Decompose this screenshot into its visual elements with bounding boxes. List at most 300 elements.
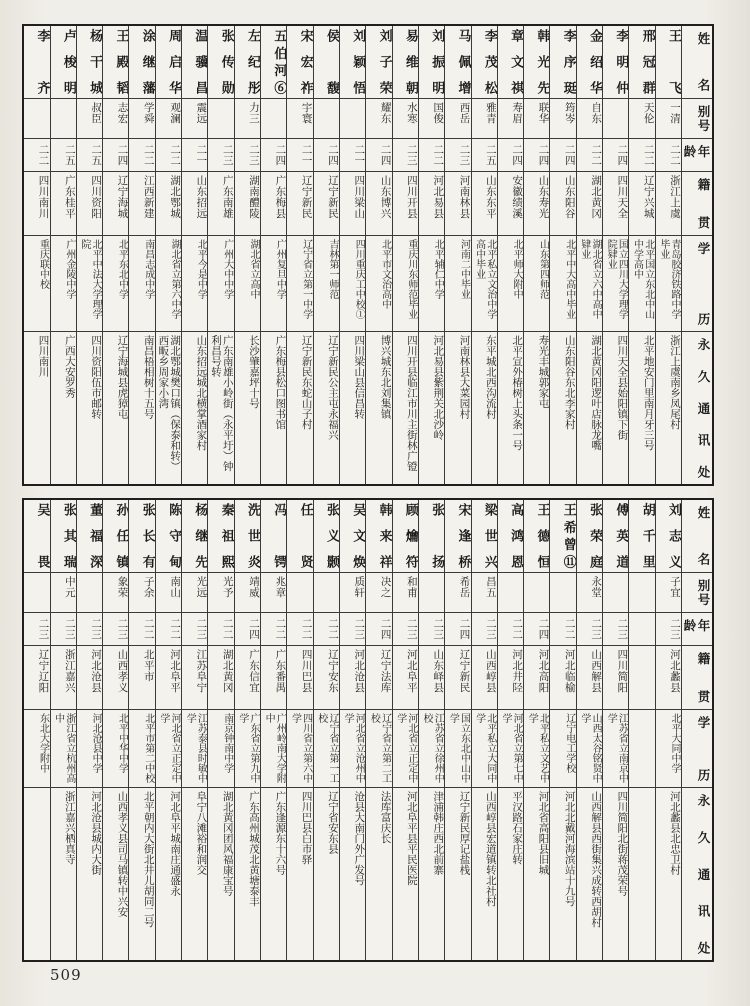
person-column xyxy=(286,26,312,484)
person-native-cell: 河北沧县 xyxy=(77,646,102,710)
person-address-cell: 浙江上虞南乡凤尾村 xyxy=(669,335,681,430)
person-education-cell: 河北省立沧州中学 xyxy=(340,710,365,788)
person-name-cell: 马佩增 xyxy=(445,26,470,99)
person-address-cell xyxy=(629,788,654,960)
person-address-cell: 四川巴县白市驿 xyxy=(300,791,313,865)
person-native-cell: 四川开县 xyxy=(393,172,418,236)
person-native-cell: 山西崞县 xyxy=(472,646,497,710)
person-native-cell: 浙江上虞 xyxy=(656,172,681,236)
person-education-cell: 湖北省立高中 xyxy=(235,236,260,332)
person-alias-cell: 南山 xyxy=(156,573,181,613)
person-name-cell: 洗世炎 xyxy=(235,500,260,573)
person-column xyxy=(313,500,339,960)
person-education-cell: 北平东北中学 xyxy=(103,236,128,332)
row-header-age: 年龄 xyxy=(682,139,712,172)
person-address-cell: 河北易县紫荆关北沙岭 xyxy=(432,335,445,440)
person-address-cell: 长沙肇嘉坪十号 xyxy=(248,335,260,409)
person-address-cell: 河北阜平城南庄通盛永 xyxy=(169,791,182,896)
person-alias-cell: 希岳 xyxy=(445,573,470,613)
person-education-cell: 北平国立东北中山中学高中 xyxy=(629,236,654,332)
person-address-cell: 四川开县临江市川主街林广镫 xyxy=(405,335,418,472)
person-name-cell: 任贤 xyxy=(287,500,312,573)
person-alias-cell xyxy=(314,573,339,613)
person-education-cell: 北平中法大学理学院 xyxy=(77,236,102,332)
person-address-cell: 阜宁八滩裕和润交 xyxy=(195,791,208,875)
person-alias-cell: 永堂 xyxy=(577,573,602,613)
person-column xyxy=(50,500,76,960)
person-column xyxy=(24,500,49,960)
person-column xyxy=(76,500,102,960)
person-education-cell: 河南二中毕业 xyxy=(445,236,470,332)
person-address-cell: 河北蠡县北忠卫村 xyxy=(669,791,681,875)
person-age-cell xyxy=(629,613,654,646)
person-column xyxy=(155,500,181,960)
person-address-cell: 山西孝义县司马镇转中兴安 xyxy=(116,791,129,917)
person-education-cell: 辽宁电工学校 xyxy=(550,710,575,788)
person-education-cell: 北平中华中学 xyxy=(103,710,128,788)
person-column xyxy=(155,26,181,484)
person-education-cell: 南京钟南中学 xyxy=(208,710,233,788)
person-native-cell: 湖北黄冈 xyxy=(577,172,602,236)
person-name-cell: 涂继藩 xyxy=(129,26,154,99)
person-alias-cell xyxy=(24,573,49,613)
person-education-cell: 北平私立大同中学 xyxy=(472,710,497,788)
person-address-cell: 平汉路石家庄转 xyxy=(511,791,524,865)
row-header-address: 永久通讯处 xyxy=(696,338,711,478)
person-address-cell: 北平宣外椿树上头条一号 xyxy=(511,335,524,451)
person-column xyxy=(602,500,628,960)
person-age-cell: 二二 xyxy=(656,139,681,172)
person-name-cell: 傅英道 xyxy=(603,500,628,573)
person-name-cell: 张传勋 xyxy=(208,26,233,99)
row-header-native: 籍贯 xyxy=(682,172,712,236)
person-native-cell: 江西新建 xyxy=(129,172,154,236)
person-name-cell: 王德恒 xyxy=(524,500,549,573)
person-alias-cell: 一清 xyxy=(656,99,681,139)
person-column xyxy=(207,500,233,960)
person-age-cell: 二五 xyxy=(51,139,76,172)
person-name-cell: 韩来祥 xyxy=(366,500,391,573)
row-header-name: 姓名 xyxy=(682,500,712,573)
person-name-cell: 李茂松 xyxy=(472,26,497,99)
person-name-cell: 温骥昌 xyxy=(182,26,207,99)
person-column xyxy=(392,26,418,484)
person-column xyxy=(549,500,575,960)
person-alias-cell xyxy=(51,99,76,139)
person-column xyxy=(418,26,444,484)
person-alias-cell: 光予 xyxy=(208,573,233,613)
person-name-cell: 易维朝 xyxy=(393,26,418,99)
person-column xyxy=(128,500,154,960)
person-address-cell: 四川简阳北街蒋茂荣号 xyxy=(616,791,629,896)
person-address-cell: 辽宁新民厚记盐栈 xyxy=(458,791,471,875)
person-age-cell: 二三 xyxy=(340,613,365,646)
person-name-cell: 宋宏祚 xyxy=(287,26,312,99)
row-headers-column xyxy=(681,500,712,960)
person-address-cell: 广东高州城茂北黄塘泰丰 xyxy=(248,791,260,907)
person-column xyxy=(497,500,523,960)
person-age-cell: 二三 xyxy=(656,613,681,646)
person-name-cell: 董福深 xyxy=(77,500,102,573)
person-name-cell: 吴畏 xyxy=(24,500,49,573)
person-age-cell: 二三 xyxy=(103,613,128,646)
person-column xyxy=(128,26,154,484)
person-age-cell: 二二 xyxy=(156,613,181,646)
person-address-cell: 辽宁省安东县 xyxy=(326,791,339,854)
person-education-cell: 广州大中中学 xyxy=(208,236,233,332)
person-name-cell: 刘振明 xyxy=(419,26,444,99)
person-alias-cell: 光远 xyxy=(182,573,207,613)
registry-table-bottom xyxy=(22,498,714,962)
person-alias-cell: 国俊 xyxy=(419,99,444,139)
person-address-cell: 辽宁新民公主屯永福兴 xyxy=(326,335,339,440)
person-address-cell: 河北阜平县平民医院 xyxy=(405,791,418,886)
person-native-cell: 四川资阳 xyxy=(77,172,102,236)
person-address-cell: 河北北戴河海滨站十九号 xyxy=(563,791,576,907)
person-education-cell: 广州复旦中学 xyxy=(261,236,286,332)
person-alias-cell: 叔臣 xyxy=(77,99,102,139)
person-age-cell: 二三 xyxy=(393,613,418,646)
person-name-cell: 张其瑞 xyxy=(51,500,76,573)
person-address-cell: 湖北黄冈阳逻叶店脉龙嘴 xyxy=(590,335,603,451)
person-native-cell: 四川南川 xyxy=(24,172,49,236)
person-address-cell: 河南林县大菜园村 xyxy=(458,335,471,419)
person-age-cell: 二二 xyxy=(129,139,154,172)
person-column xyxy=(286,500,312,960)
person-education-cell: 国立东北中山中学 xyxy=(445,710,470,788)
person-native-cell: 山东峄县 xyxy=(419,646,444,710)
person-address-cell: 山西解县西街集兴成转西胡村 xyxy=(590,791,603,928)
person-column xyxy=(471,500,497,960)
person-column xyxy=(418,500,444,960)
person-alias-cell: 震远 xyxy=(182,99,207,139)
person-education-cell: 北平中大高中毕业 xyxy=(550,236,575,332)
person-column xyxy=(444,26,470,484)
person-age-cell: 二三 xyxy=(24,613,49,646)
person-alias-cell: 子宜 xyxy=(656,573,681,613)
person-address-cell: 山西崞县宏道镇转北社村 xyxy=(484,791,497,907)
person-education-cell: 国立四川大学理学院肄业 xyxy=(603,236,628,332)
person-alias-cell: 中元 xyxy=(51,573,76,613)
person-native-cell: 河北易县 xyxy=(419,172,444,236)
person-name-cell: 章文祺 xyxy=(498,26,523,99)
row-header-education: 学历 xyxy=(682,236,712,332)
person-age-cell: 二一 xyxy=(287,139,312,172)
person-age-cell: 二二 xyxy=(208,613,233,646)
person-alias-cell: 联华 xyxy=(524,99,549,139)
person-address-cell: 广西大安罗秀 xyxy=(63,335,76,398)
person-alias-cell: 耀东 xyxy=(366,99,391,139)
person-address-cell: 山东招远城北横掌酒家村 xyxy=(195,335,208,451)
person-address-cell: 东平城北西沟流村 xyxy=(484,335,497,419)
person-age-cell: 二四 xyxy=(261,139,286,172)
person-column xyxy=(181,26,207,484)
person-education-cell: 浙江省立杭州高中 xyxy=(51,710,76,788)
person-name-cell: 金绍华 xyxy=(577,26,602,99)
person-name-cell: 杨干城 xyxy=(77,26,102,99)
person-age-cell: 二四 xyxy=(445,613,470,646)
person-education-cell: 广州岭南大学附中 xyxy=(261,710,286,788)
person-age-cell: 二三 xyxy=(472,613,497,646)
person-address-cell: 辽宁海城县虎獐屯 xyxy=(116,335,129,419)
person-alias-cell xyxy=(524,573,549,613)
person-name-cell: 邢冠群 xyxy=(629,26,654,99)
person-column xyxy=(365,500,391,960)
person-education-cell: 北平今是中学 xyxy=(182,236,207,332)
person-column xyxy=(655,26,681,484)
person-name-cell: 王殿韬 xyxy=(103,26,128,99)
person-alias-cell xyxy=(314,99,339,139)
person-column xyxy=(471,26,497,484)
person-column xyxy=(76,26,102,484)
person-alias-cell: 自东 xyxy=(577,99,602,139)
person-name-cell: 冯锷 xyxy=(261,500,286,573)
person-native-cell: 广东信宜 xyxy=(235,646,260,710)
person-column xyxy=(523,500,549,960)
person-age-cell: 二三 xyxy=(393,139,418,172)
person-alias-cell: 天伦 xyxy=(629,99,654,139)
person-alias-cell xyxy=(419,573,444,613)
person-column xyxy=(444,500,470,960)
person-age-cell: 二三 xyxy=(603,613,628,646)
person-address-cell: 津浦韩庄西北前寨 xyxy=(432,791,445,875)
person-alias-cell: 宇寰 xyxy=(287,99,312,139)
person-address-cell: 法库富庆长 xyxy=(379,791,392,844)
person-age-cell: 二二 xyxy=(129,613,154,646)
person-native-cell: 河北阜平 xyxy=(156,646,181,710)
person-name-cell: 李明仲 xyxy=(603,26,628,99)
person-column xyxy=(549,26,575,484)
person-address-cell: 四川资阳伍市邮转 xyxy=(90,335,103,419)
person-education-cell: 吉林第一师范 xyxy=(314,236,339,332)
person-name-cell: 高鸿恩 xyxy=(498,500,523,573)
person-age-cell: 二四 xyxy=(366,613,391,646)
person-native-cell: 辽宁新民 xyxy=(445,646,470,710)
person-education-cell: 辽宁省立第一中学 xyxy=(287,236,312,332)
person-native-cell: 辽宁海城 xyxy=(103,172,128,236)
person-age-cell: 二四 xyxy=(103,139,128,172)
person-alias-cell: 和甫 xyxy=(393,573,418,613)
row-header-native: 籍贯 xyxy=(682,646,712,710)
person-education-cell: 山东第四师范 xyxy=(524,236,549,332)
person-native-cell: 湖北鄂城 xyxy=(156,172,181,236)
person-native-cell: 四川简阳 xyxy=(603,646,628,710)
person-name-cell: 卢梭明 xyxy=(51,26,76,99)
person-name-cell: 吴文焕 xyxy=(340,500,365,573)
person-native-cell: 辽宁新民 xyxy=(287,172,312,236)
person-age-cell: 二二 xyxy=(550,613,575,646)
person-name-cell: 顾爚符 xyxy=(393,500,418,573)
person-address-cell: 辽宁新民东蛇山子村 xyxy=(300,335,313,430)
person-education-cell: 湖北省立六中高中肄业 xyxy=(577,236,602,332)
person-native-cell: 山西解县 xyxy=(577,646,602,710)
person-alias-cell xyxy=(208,99,233,139)
person-alias-cell: 质轩 xyxy=(340,573,365,613)
person-name-cell: 张荣庭 xyxy=(577,500,602,573)
person-column xyxy=(365,26,391,484)
person-age-cell: 二四 xyxy=(524,139,549,172)
person-alias-cell: 寿眉 xyxy=(498,99,523,139)
person-native-cell: 广东南雄 xyxy=(208,172,233,236)
person-education-cell: 四川重庆工中校① xyxy=(340,236,365,332)
person-age-cell: 二三 xyxy=(419,613,444,646)
person-age-cell: 二二 xyxy=(419,139,444,172)
person-alias-cell: 学舜 xyxy=(129,99,154,139)
person-address-cell: 北平地安门里南月牙三号 xyxy=(642,335,655,451)
person-address-cell: 四川梁山县信昌转 xyxy=(353,335,366,419)
person-age-cell: 二二 xyxy=(314,613,339,646)
person-column xyxy=(392,500,418,960)
person-age-cell: 二三 xyxy=(51,613,76,646)
row-header-alias: 别号 xyxy=(682,99,712,139)
person-address-cell: 博兴城东北刘集镇 xyxy=(379,335,392,419)
person-native-cell: 四川天全 xyxy=(603,172,628,236)
person-address-cell: 广东逢源东十六号 xyxy=(274,791,287,875)
person-address-cell: 北平朝内大街北井儿胡同二号 xyxy=(142,791,155,928)
person-education-cell: 北平辅仁中学 xyxy=(419,236,444,332)
person-alias-cell: 象荣 xyxy=(103,573,128,613)
registry-table-top xyxy=(22,24,714,486)
person-education-cell: 北平私立文治中学高中毕业 xyxy=(472,236,497,332)
person-native-cell: 辽宁安东 xyxy=(314,646,339,710)
person-column xyxy=(628,26,654,484)
person-alias-cell: 兆章 xyxy=(261,573,286,613)
person-name-cell: 王希曾⑪ xyxy=(550,500,575,573)
person-education-cell: 河北省立正定中学 xyxy=(156,710,181,788)
person-address-cell: 沧县大南门外广发号 xyxy=(353,791,366,886)
person-column xyxy=(234,26,260,484)
page-number: 509 xyxy=(50,966,82,984)
person-education-cell: 北平市文治高中 xyxy=(366,236,391,332)
person-native-cell: 江苏阜宁 xyxy=(182,646,207,710)
person-column xyxy=(576,500,602,960)
person-address-cell: 河北省高阳县旧城 xyxy=(537,791,550,875)
person-name-cell: 张义颢 xyxy=(314,500,339,573)
person-address-cell: 河北沧县城内大街 xyxy=(90,791,103,875)
person-education-cell: 重庆联中校 xyxy=(24,236,49,332)
person-native-cell: 浙江嘉兴 xyxy=(51,646,76,710)
person-address-cell: 南昌梧相树十五号 xyxy=(142,335,155,419)
person-column xyxy=(50,26,76,484)
person-column xyxy=(234,500,260,960)
person-age-cell: 二四 xyxy=(366,139,391,172)
person-education-cell: 河北省立正定中学 xyxy=(393,710,418,788)
person-native-cell: 四川巴县 xyxy=(287,646,312,710)
person-name-cell: 胡千里 xyxy=(629,500,654,573)
person-age-cell: 二一 xyxy=(340,139,365,172)
person-age-cell: 二三 xyxy=(235,139,260,172)
person-address-cell: 寿光丰城郭家屯 xyxy=(537,335,550,409)
person-column xyxy=(102,26,128,484)
person-education-cell: 广州金陵中学 xyxy=(51,236,76,332)
person-name-cell: 刘子荣 xyxy=(366,26,391,99)
person-age-cell: 二二 xyxy=(156,139,181,172)
person-native-cell: 山东东平 xyxy=(472,172,497,236)
person-alias-cell xyxy=(340,99,365,139)
person-alias-cell xyxy=(629,573,654,613)
person-education-cell: 江苏泰县时敏中学 xyxy=(182,710,207,788)
row-header-name: 姓名 xyxy=(682,26,712,99)
person-address-cell: 广东梅县松口图书馆 xyxy=(274,335,287,430)
person-column xyxy=(102,500,128,960)
person-column xyxy=(576,26,602,484)
row-headers-column xyxy=(681,26,712,484)
person-column xyxy=(497,26,523,484)
person-education-cell: 河北省立第七中学 xyxy=(498,710,523,788)
person-column xyxy=(260,26,286,484)
person-native-cell: 河北高阳 xyxy=(524,646,549,710)
person-education-cell: 四川省立第六中学 xyxy=(287,710,312,788)
person-column xyxy=(655,500,681,960)
person-native-cell: 辽宁兴城 xyxy=(629,172,654,236)
person-alias-cell xyxy=(550,573,575,613)
person-name-cell: 陈守甸 xyxy=(156,500,181,573)
person-age-cell: 二五 xyxy=(77,139,102,172)
person-alias-cell xyxy=(261,99,286,139)
person-name-cell: 五伯河⑥ xyxy=(261,26,286,99)
person-column xyxy=(260,500,286,960)
person-column xyxy=(602,26,628,484)
person-education-cell: 江苏省立南京中学 xyxy=(603,710,628,788)
person-native-cell: 广东梅县 xyxy=(261,172,286,236)
person-column xyxy=(313,26,339,484)
person-education-cell: 北平私立文艺中学 xyxy=(524,710,549,788)
person-native-cell: 北平市 xyxy=(129,646,154,710)
person-alias-cell xyxy=(498,573,523,613)
person-age-cell: 二四 xyxy=(314,139,339,172)
person-name-cell: 孙任镇 xyxy=(103,500,128,573)
person-education-cell: 辽宁省立第一工校 xyxy=(314,710,339,788)
person-age-cell: 二二 xyxy=(498,613,523,646)
person-age-cell: 二三 xyxy=(208,139,233,172)
person-education-cell: 湖北省立第六中学 xyxy=(156,236,181,332)
person-alias-cell xyxy=(77,573,102,613)
person-education-cell: 北平师大附中 xyxy=(498,236,523,332)
person-alias-cell: 力三 xyxy=(235,99,260,139)
person-native-cell xyxy=(629,646,654,710)
person-column xyxy=(207,26,233,484)
person-alias-cell: 水寒 xyxy=(393,99,418,139)
person-name-cell: 李序珽 xyxy=(550,26,575,99)
person-education-cell: 青岛胶济铁路中学毕业 xyxy=(656,236,681,332)
person-name-cell: 刘颖悟 xyxy=(340,26,365,99)
person-address-cell: 湖北黄冈团风福康宝号 xyxy=(221,791,234,896)
person-column xyxy=(181,500,207,960)
person-alias-cell xyxy=(24,99,49,139)
person-address-cell: 四川天全县始阳镇下街 xyxy=(616,335,629,440)
person-alias-cell: 志宏 xyxy=(103,99,128,139)
person-native-cell: 湖北黄冈 xyxy=(208,646,233,710)
person-age-cell: 二二 xyxy=(629,139,654,172)
person-native-cell: 辽宁新民 xyxy=(314,172,339,236)
person-native-cell: 河北临榆 xyxy=(550,646,575,710)
person-native-cell: 山西孝义 xyxy=(103,646,128,710)
person-education-cell: 山西太谷铭贤中学 xyxy=(577,710,602,788)
person-education-cell xyxy=(629,710,654,788)
person-native-cell: 四川梁山 xyxy=(340,172,365,236)
person-native-cell: 河北沧县 xyxy=(340,646,365,710)
person-native-cell: 河北阜平 xyxy=(393,646,418,710)
person-age-cell: 二二 xyxy=(261,613,286,646)
person-education-cell: 江苏省立徐州中校 xyxy=(419,710,444,788)
person-name-cell: 杨继先 xyxy=(182,500,207,573)
person-education-cell: 辽宁省立第二工校 xyxy=(366,710,391,788)
person-native-cell: 广东桂平 xyxy=(51,172,76,236)
person-name-cell: 宋逢桥 xyxy=(445,500,470,573)
person-address-cell: 浙江嘉兴栖真寺 xyxy=(63,791,76,865)
person-address-cell xyxy=(24,788,49,960)
person-alias-cell xyxy=(603,573,628,613)
